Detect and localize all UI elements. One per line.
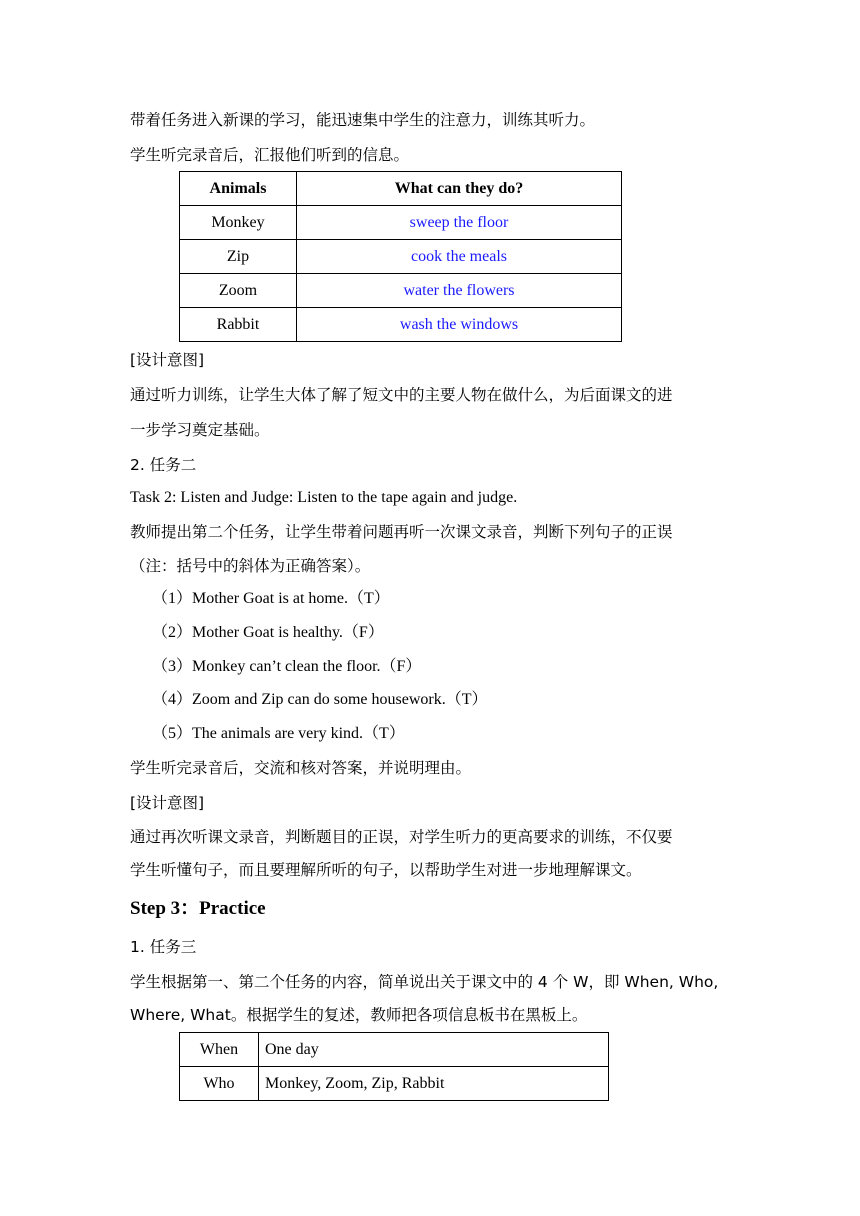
- paragraph: 学生根据第一、第二个任务的内容，简单说出关于课文中的 4 个 W，即 When, Who,: [130, 973, 719, 991]
- answer-cell: cook the meals: [297, 240, 622, 274]
- table-row: [180, 308, 622, 342]
- list-item: （3）Monkey can’t clean the floor.（F）: [152, 658, 422, 675]
- paragraph: 通过再次听课文录音，判断题目的正误，对学生听力的更高要求的训练，不仅要: [130, 828, 673, 846]
- animals-table: [179, 171, 622, 342]
- paragraph: 带着任务进入新课的学习，能迅速集中学生的注意力，训练其听力。: [130, 111, 596, 129]
- paragraph: 通过听力训练，让学生大体了解了短文中的主要人物在做什么，为后面课文的进: [130, 386, 673, 404]
- table-row: [180, 240, 622, 274]
- w-value-cell: Monkey, Zoom, Zip, Rabbit: [259, 1067, 609, 1101]
- animal-cell: Zip: [180, 240, 297, 274]
- table-row: [180, 206, 622, 240]
- task-title: 2. 任务二: [130, 456, 197, 474]
- table-row: [180, 1033, 609, 1067]
- four-w-table: [179, 1032, 609, 1101]
- w-value-cell: One day: [259, 1033, 609, 1067]
- paragraph: Where, What。根据学生的复述，教师把各项信息板书在黑板上。: [130, 1006, 588, 1024]
- list-item: （1）Mother Goat is at home.（T）: [152, 590, 390, 607]
- list-item: （5）The animals are very kind.（T）: [152, 725, 405, 742]
- paragraph: 学生听完录音后，交流和核对答案，并说明理由。: [130, 759, 472, 777]
- list-item: （2）Mother Goat is healthy.（F）: [152, 624, 384, 641]
- animal-cell: Monkey: [180, 206, 297, 240]
- answer-cell: water the flowers: [297, 274, 622, 308]
- column-header-what-can-they-do: What can they do?: [297, 172, 622, 206]
- section-heading: Step 3：Practice: [130, 898, 266, 919]
- paragraph: 学生听懂句子，而且要理解所听的句子，以帮助学生对进一步地理解课文。: [130, 861, 642, 879]
- design-intent-label: [设计意图]: [130, 351, 205, 369]
- column-header-animals: Animals: [180, 172, 297, 206]
- paragraph: （注：括号中的斜体为正确答案）。: [130, 557, 371, 575]
- w-label-cell: Who: [180, 1067, 259, 1101]
- paragraph: 学生听完录音后，汇报他们听到的信息。: [130, 146, 410, 164]
- table-row: [180, 274, 622, 308]
- list-item: （4）Zoom and Zip can do some housework.（T）: [152, 691, 488, 708]
- paragraph: Task 2: Listen and Judge: Listen to the tape again and judge.: [130, 489, 518, 506]
- paragraph: 教师提出第二个任务，让学生带着问题再听一次课文录音，判断下列句子的正误: [130, 523, 673, 541]
- task-title: 1. 任务三: [130, 938, 197, 956]
- table-header-row: [180, 172, 622, 206]
- design-intent-label: [设计意图]: [130, 794, 205, 812]
- answer-cell: sweep the floor: [297, 206, 622, 240]
- table-row: [180, 1067, 609, 1101]
- animal-cell: Rabbit: [180, 308, 297, 342]
- paragraph: 一步学习奠定基础。: [130, 421, 270, 439]
- w-label-cell: When: [180, 1033, 259, 1067]
- answer-cell: wash the windows: [297, 308, 622, 342]
- animal-cell: Zoom: [180, 274, 297, 308]
